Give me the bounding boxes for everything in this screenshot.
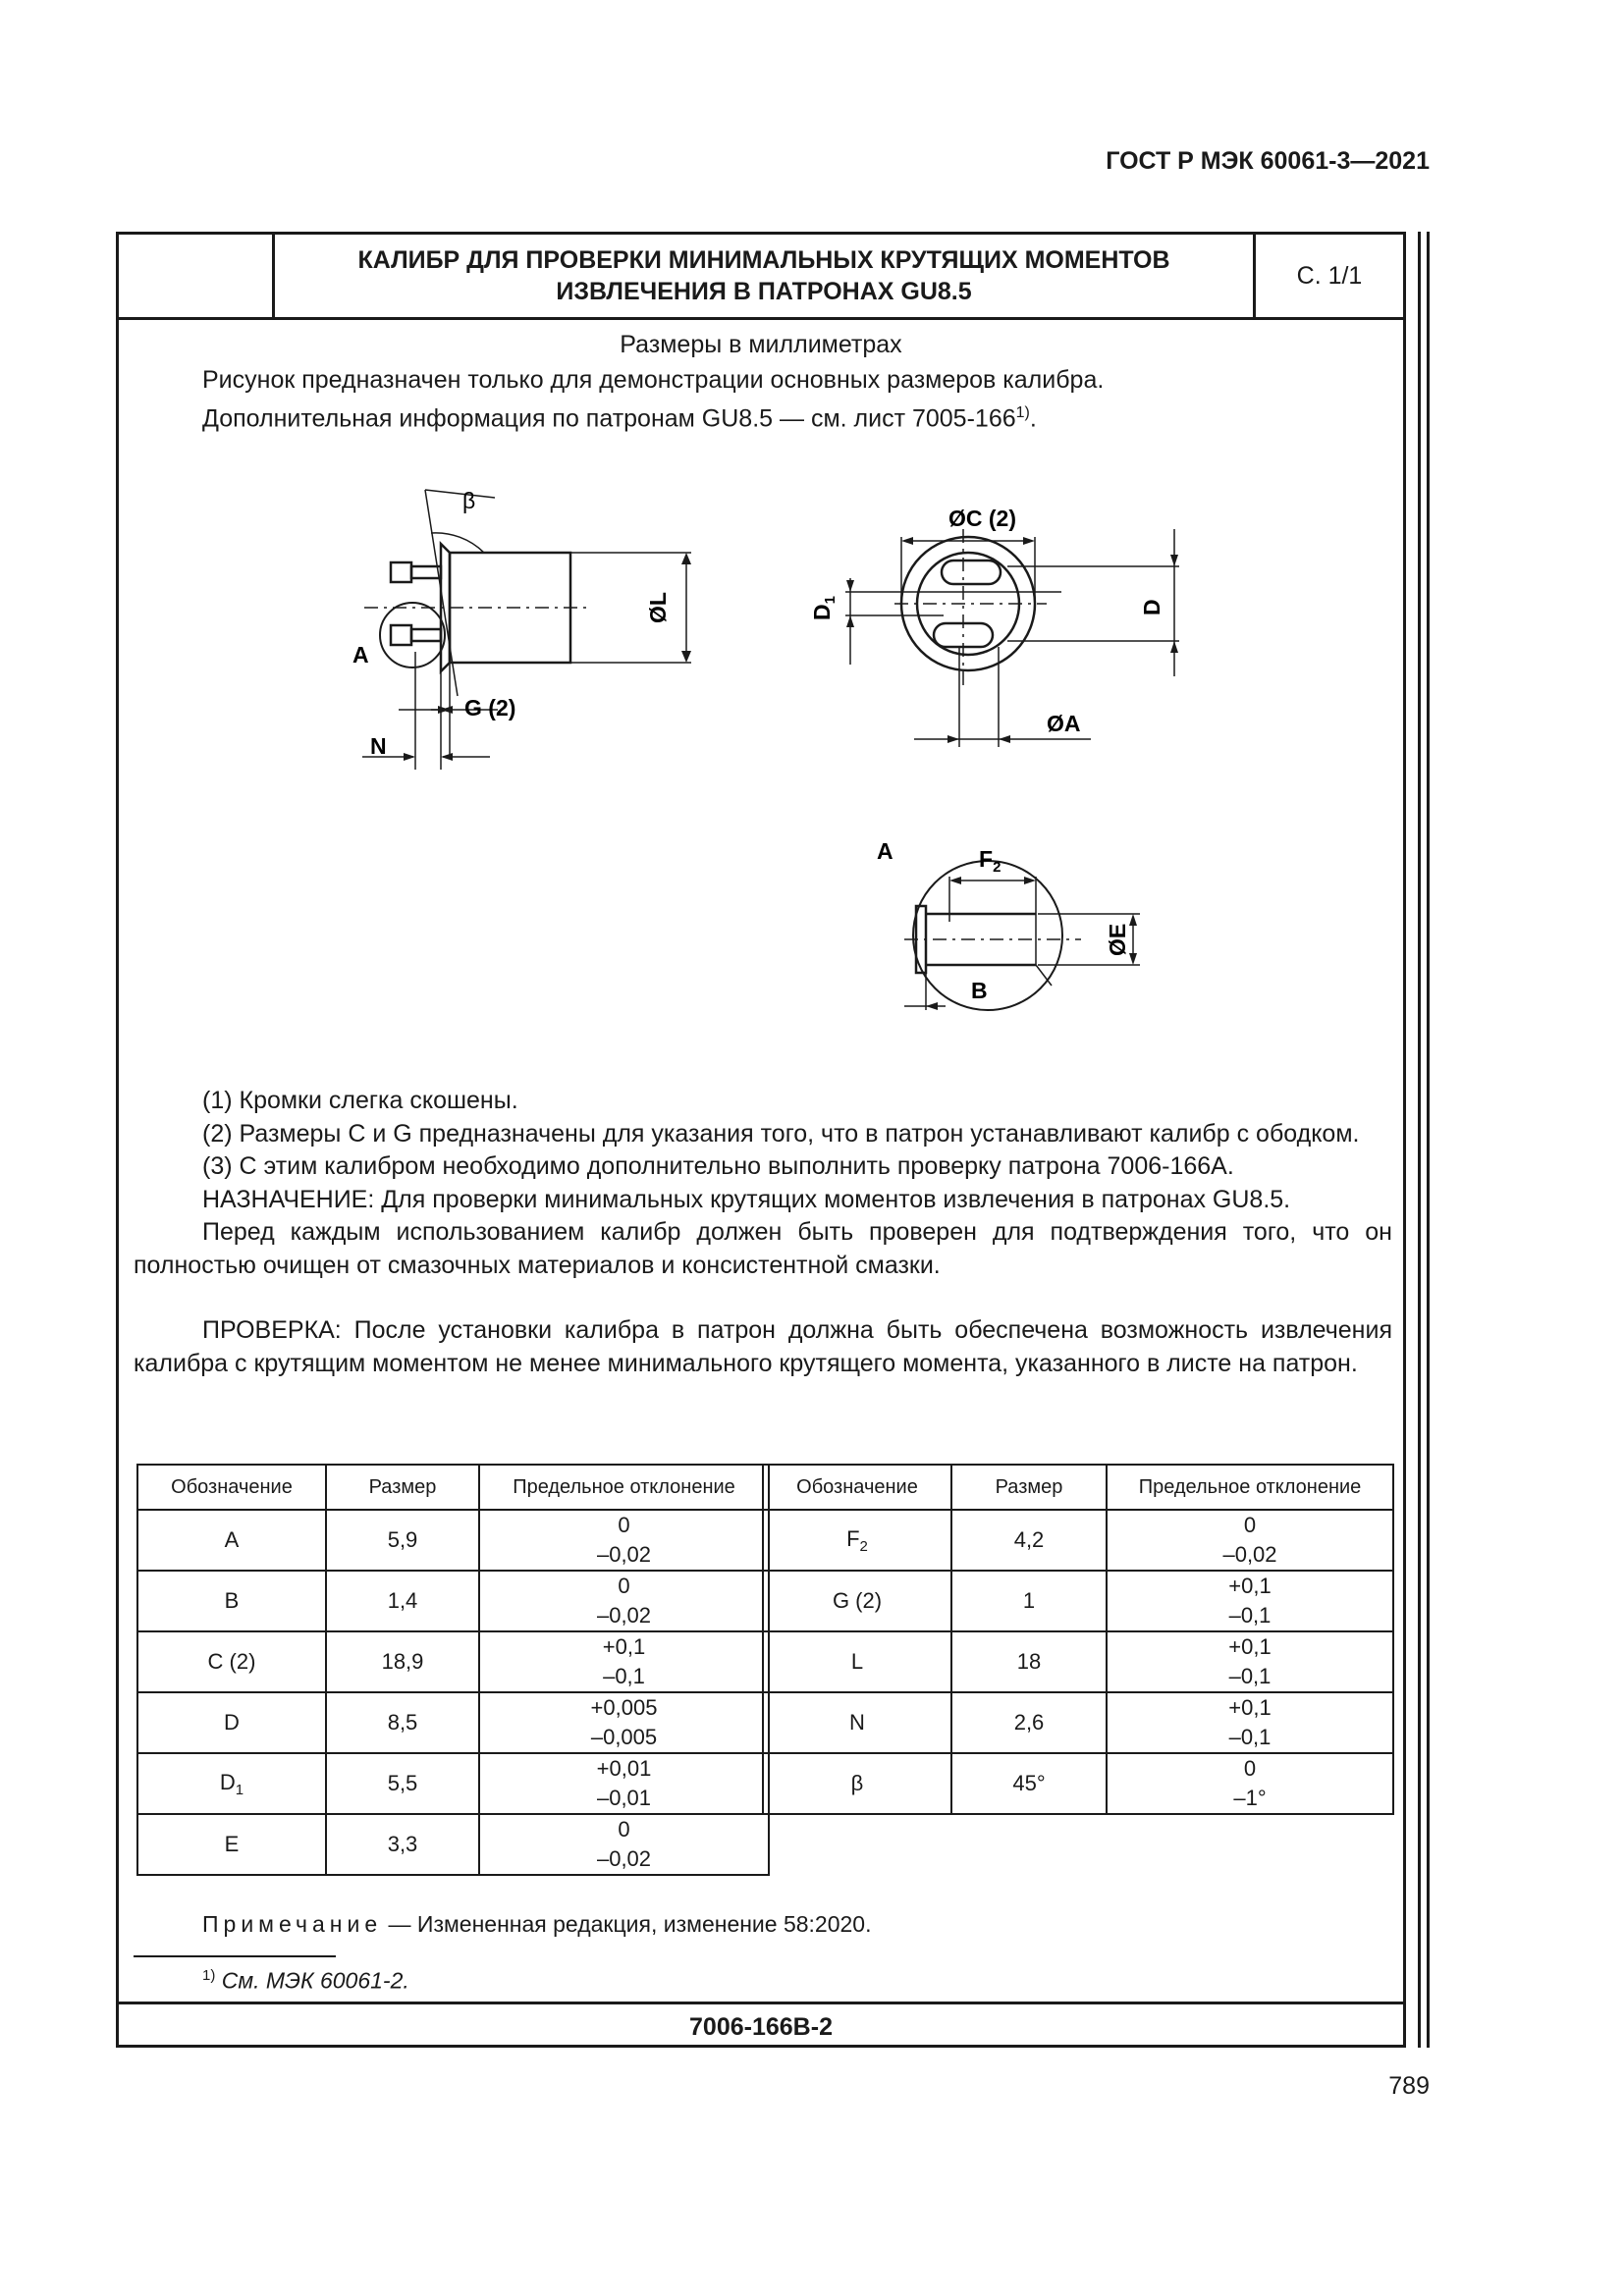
detail-a-ref: A <box>352 642 369 667</box>
table-row <box>137 1571 769 1631</box>
tol-lower: –0,02 <box>1222 1542 1277 1567</box>
row-size: 2,6 <box>951 1692 1107 1753</box>
pin-shank-upper <box>411 566 441 578</box>
row-size: 1 <box>951 1571 1107 1631</box>
note-1: (1) Кромки слегка скошены. <box>202 1087 518 1114</box>
phi-l-label: ØL <box>645 592 671 623</box>
purpose-text: НАЗНАЧЕНИЕ: Для проверки минимальных крутящих моментов извлечения в патронах GU8.5. <box>202 1185 1291 1213</box>
f2-label: F <box>979 846 994 872</box>
g2-label: G (2) <box>464 695 516 721</box>
row-symbol: A <box>224 1527 240 1552</box>
note-2: (2) Размеры C и G предназначены для указания того, что в патрон устанавливают калибр с ободком. <box>202 1119 1360 1148</box>
tol-lower: –0,1 <box>1228 1664 1272 1688</box>
row-size: 1,4 <box>326 1571 479 1631</box>
header-tolerance: Предельное отклонение <box>1107 1465 1393 1510</box>
row-symbol: β <box>850 1771 864 1795</box>
tol-lower: –0,01 <box>596 1786 652 1810</box>
sheet-code: 7006-166B-2 <box>689 2013 833 2041</box>
pin-head-upper <box>391 562 411 582</box>
row-symbol: F <box>846 1525 860 1551</box>
footnote-marker: 1) <box>202 1967 216 1984</box>
svg-text:F2 <box>979 846 1001 876</box>
table-header-row <box>763 1465 1393 1510</box>
standard-header: ГОСТ Р МЭК 60061-3—2021 <box>1106 147 1430 175</box>
cleaning-text: Перед каждым использованием калибр должен быть проверен для подтверждения того, что он полностью очищен от смазочных материалов и консистентной смазки. <box>134 1218 1392 1279</box>
phi-c2-label: ØC (2) <box>948 506 1016 531</box>
table-row <box>137 1692 769 1753</box>
tol-upper: 0 <box>618 1574 630 1598</box>
table-row <box>763 1753 1393 1814</box>
intro-line-2: Дополнительная информация по патронам GU8.5 — см. лист 7005-166$^{1)}$. <box>202 404 1037 433</box>
tol-lower: –0,02 <box>596 1603 652 1628</box>
d1-subscript: 1 <box>822 596 839 605</box>
row-size: 8,5 <box>326 1692 479 1753</box>
table-row <box>763 1571 1393 1631</box>
notes-block <box>134 1085 1392 1380</box>
tol-lower: –1° <box>1233 1786 1267 1810</box>
gauge-drawing <box>119 431 1403 1079</box>
tol-upper: +0,1 <box>1228 1574 1272 1598</box>
row-size: 5,5 <box>326 1753 479 1814</box>
title-block <box>119 235 1403 320</box>
table-row <box>763 1692 1393 1753</box>
front-pin-upper <box>942 561 1001 584</box>
table-row <box>137 1631 769 1692</box>
footnote-text: См. МЭК 60061-2. <box>215 1967 409 1994</box>
tol-lower: –0,1 <box>1228 1725 1272 1749</box>
check-text: ПРОВЕРКА: После установки калибра в патрон должна быть обеспечена возможность извлечения калибра с крутящим моментом не менее минимального крутящего момента, указанного в листе на патрон. <box>134 1316 1392 1377</box>
tol-upper: 0 <box>618 1817 630 1842</box>
row-symbol: E <box>224 1832 240 1856</box>
bottom-divider <box>119 2002 1403 2004</box>
header-tolerance: Предельное отклонение <box>479 1465 769 1510</box>
row-size: 18 <box>951 1631 1107 1692</box>
page-number: 789 <box>1388 2072 1430 2100</box>
tol-upper: +0,005 <box>590 1695 658 1720</box>
table-header-row <box>137 1465 769 1510</box>
row-symbol: D <box>224 1710 240 1735</box>
row-symbol-subscript: 1 <box>235 1781 244 1798</box>
tol-lower: –0,1 <box>603 1664 645 1688</box>
row-size: 4,2 <box>951 1510 1107 1571</box>
phi-a-label: ØA <box>1047 711 1081 736</box>
row-size: 45° <box>951 1753 1107 1814</box>
row-size: 5,9 <box>326 1510 479 1571</box>
row-symbol: D <box>219 1769 236 1794</box>
note-label: Примечание <box>202 1911 383 1937</box>
footnote-divider <box>134 1955 336 1957</box>
row-symbol: C (2) <box>207 1649 256 1674</box>
header-symbol: Обозначение <box>137 1465 326 1510</box>
sheet-frame <box>116 232 1406 2048</box>
table-row <box>137 1753 769 1814</box>
row-symbol: L <box>850 1649 864 1674</box>
row-size: 18,9 <box>326 1631 479 1692</box>
row-symbol-subscript: 2 <box>859 1537 868 1555</box>
svg-text:D1 <box>809 596 839 620</box>
table-row <box>137 1510 769 1571</box>
tol-lower: –0,02 <box>596 1846 652 1871</box>
tol-lower: –0,1 <box>1228 1603 1272 1628</box>
tol-upper: +0,1 <box>1228 1634 1272 1659</box>
dimensions-note: Размеры в миллиметрах <box>620 331 902 358</box>
d-label: D <box>1139 599 1164 615</box>
header-size: Размер <box>951 1465 1107 1510</box>
note-3: (3) С этим калибром необходимо дополнительно выполнить проверку патрона 7006-166A. <box>202 1152 1234 1180</box>
tol-upper: 0 <box>618 1513 630 1537</box>
detail-a-label: A <box>877 838 893 864</box>
d1-label: D <box>809 604 835 620</box>
frame-edge-line <box>1418 232 1421 2048</box>
intro-line-1: Рисунок предназначен только для демонстрации основных размеров калибра. <box>202 366 1105 394</box>
title-left-cell <box>119 235 275 317</box>
n-label: N <box>370 733 387 759</box>
sheet-number: С. 1/1 <box>1296 261 1363 290</box>
revision-note <box>202 1911 872 1938</box>
dimensions-table-left <box>136 1464 770 1876</box>
detail-a-outline <box>913 861 1062 1010</box>
row-symbol: B <box>224 1588 240 1613</box>
beta-label: β <box>462 488 476 513</box>
pin-head-lower <box>391 625 411 645</box>
tol-lower: –0,005 <box>590 1725 658 1749</box>
note-text: — Измененная редакция, изменение 58:2020. <box>382 1911 872 1937</box>
footnote <box>202 1967 409 1995</box>
frame-edge-line <box>1427 232 1430 2048</box>
pin-shank-lower <box>411 629 441 641</box>
row-symbol: G (2) <box>832 1588 883 1613</box>
row-symbol: N <box>849 1710 865 1735</box>
tol-upper: +0,01 <box>596 1756 652 1781</box>
b-label: B <box>971 978 988 1003</box>
intro-text <box>202 363 1104 435</box>
tol-upper: +0,1 <box>602 1634 646 1659</box>
table-row <box>137 1814 769 1875</box>
dimensions-table-right <box>762 1464 1394 1815</box>
tol-upper: +0,1 <box>1228 1695 1272 1720</box>
row-size: 3,3 <box>326 1814 479 1875</box>
tol-lower: –0,02 <box>596 1542 652 1567</box>
table-row <box>763 1510 1393 1571</box>
header-size: Размер <box>326 1465 479 1510</box>
f2-subscript: 2 <box>993 859 1001 876</box>
table-row <box>763 1631 1393 1692</box>
phi-e-label: ØE <box>1105 923 1130 956</box>
header-symbol: Обозначение <box>763 1465 951 1510</box>
sheet-title: КАЛИБР ДЛЯ ПРОВЕРКИ МИНИМАЛЬНЫХ КРУТЯЩИХ МОМЕНТОВ ИЗВЛЕЧЕНИЯ В ПАТРОНАХ GU8.5 <box>275 235 1256 317</box>
tol-upper: 0 <box>1243 1513 1257 1537</box>
tol-upper: 0 <box>1243 1756 1257 1781</box>
